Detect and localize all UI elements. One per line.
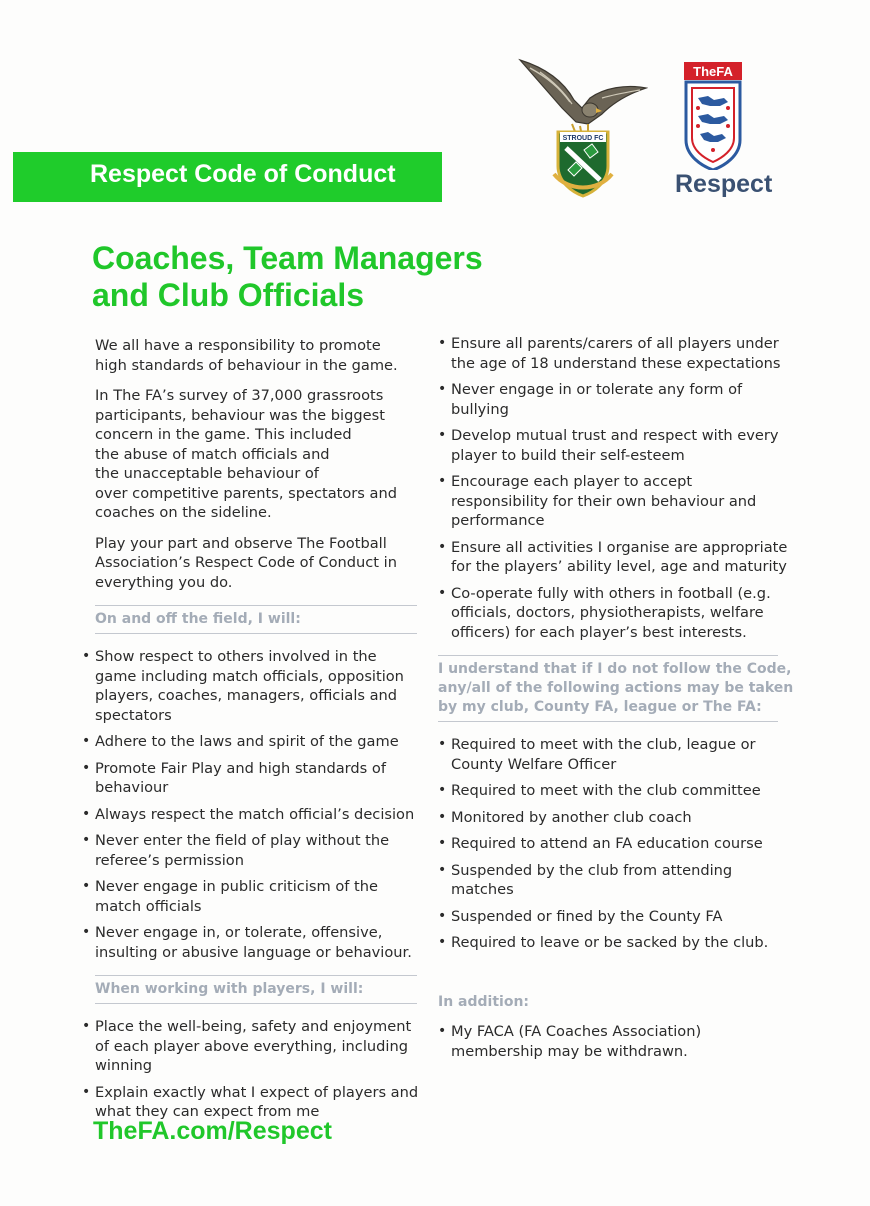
text-line: Never engage in public criticism of the — [95, 878, 379, 895]
text-line: Never engage in or tolerate any form of — [451, 381, 743, 398]
intro-paragraph — [95, 336, 425, 375]
list-item — [82, 805, 425, 825]
list-item — [82, 877, 425, 916]
bullet-icon: • — [438, 427, 447, 443]
intro-paragraph — [95, 534, 425, 593]
list-item — [438, 334, 790, 373]
text-line: officers) for each player’s best interests. — [451, 623, 747, 641]
text-line: responsibility for their own behaviour and — [451, 492, 757, 510]
list-item — [438, 781, 790, 801]
text-line: spectators — [95, 706, 172, 724]
bullet-icon: • — [82, 733, 91, 749]
bullet-icon: • — [438, 835, 447, 851]
text-line: officials, doctors, physiotherapists, welfare — [451, 604, 764, 621]
text-line: over competitive parents, spectators and — [95, 484, 398, 502]
text-line: County Welfare Officer — [451, 755, 617, 773]
text-line: Ensure all parents/carers of all players under — [451, 335, 779, 352]
bullet-icon: • — [438, 538, 447, 555]
bullet-icon: • — [438, 907, 447, 924]
text-line: bullying — [451, 400, 509, 418]
text-line: Play your part and observe The Football — [95, 534, 387, 552]
respect-logo-text: Respect — [675, 170, 773, 198]
actions-bullet-list — [438, 735, 790, 953]
section-heading-actions — [438, 655, 794, 722]
bullet-icon: • — [438, 335, 447, 351]
text-line: Show respect to others involved in the — [95, 648, 377, 665]
list-item — [438, 426, 790, 465]
bullet-icon: • — [82, 805, 91, 822]
svg-text:STROUD FC: STROUD FC — [562, 135, 604, 142]
bullet-icon: • — [438, 381, 447, 397]
text-line: Place the well-being, safety and enjoyment — [95, 1018, 412, 1035]
list-item — [82, 732, 425, 752]
list-item — [82, 759, 425, 798]
list-item — [438, 735, 790, 774]
bullet-icon: • — [438, 808, 447, 825]
bullet-icon: • — [438, 1023, 447, 1039]
footer-url: TheFA.com/Respect — [93, 1117, 332, 1145]
list-item — [438, 538, 790, 577]
section-heading-field — [95, 605, 417, 634]
list-item — [438, 1022, 790, 1061]
text-line: Ensure all activities I organise are appropriate — [451, 538, 788, 556]
text-line: Never enter the field of play without the — [95, 832, 390, 849]
text-line: of each player above everything, including — [95, 1037, 408, 1055]
list-item — [438, 861, 790, 900]
field-bullet-list — [82, 647, 425, 962]
text-line: players, coaches, managers, officials and — [95, 687, 398, 704]
text-line: Association’s Respect Code of Conduct in — [95, 554, 397, 571]
text-line: Suspended by the club from attending — [451, 861, 733, 879]
text-line: concern in the game. This included — [95, 426, 352, 443]
list-item — [82, 647, 425, 725]
section-heading-text: any/all of the following actions may be taken — [438, 680, 794, 696]
bullet-icon: • — [82, 648, 91, 664]
bullet-icon: • — [438, 782, 447, 798]
bullet-icon: • — [82, 924, 91, 940]
text-line: Required to meet with the club, league or — [451, 736, 756, 753]
intro-paragraph — [95, 386, 425, 523]
bullet-icon: • — [438, 584, 447, 601]
text-line: performance — [451, 512, 545, 529]
banner-text: Respect Code of Conduct — [90, 160, 396, 188]
section-heading-text: by my club, County FA, league or The FA: — [438, 699, 762, 715]
text-line: Develop mutual trust and respect with every — [451, 427, 779, 444]
banner — [13, 152, 442, 202]
bullet-icon: • — [82, 878, 91, 894]
title-line: and Club Officials — [92, 277, 365, 313]
bullet-icon: • — [82, 1083, 91, 1100]
list-item — [438, 380, 790, 419]
text-line: everything you do. — [95, 573, 233, 591]
section-heading-players — [95, 975, 417, 1004]
text-line: for the players’ ability level, age and maturity — [451, 558, 787, 575]
list-item — [82, 831, 425, 870]
text-line: the unacceptable behaviour of — [95, 465, 319, 482]
addition-bullet-list — [438, 1022, 790, 1061]
text-line: In The FA’s survey of 37,000 grassroots — [95, 387, 384, 404]
text-line: participants, behaviour was the biggest — [95, 406, 385, 424]
fa-badge-icon — [684, 62, 742, 170]
text-line: membership may be withdrawn. — [451, 1042, 688, 1060]
players-bullet-list — [82, 1017, 425, 1122]
text-line: the abuse of match officials and — [95, 445, 330, 463]
text-line: winning — [95, 1057, 153, 1074]
text-line: player to build their self-esteem — [451, 446, 685, 464]
list-item — [82, 923, 425, 962]
text-line: insulting or abusive language or behaviour. — [95, 943, 412, 961]
list-item — [438, 808, 790, 828]
text-line: Co-operate fully with others in football (e.g. — [451, 584, 771, 602]
text-line: Promote Fair Play and high standards of — [95, 759, 386, 777]
title-line: Coaches, Team Managers — [92, 240, 483, 276]
bullet-icon: • — [82, 832, 91, 848]
text-line: Required to meet with the club committee — [451, 782, 761, 799]
section-heading-text: When working with players, I will: — [95, 981, 364, 997]
text-line: We all have a responsibility to promote — [95, 337, 381, 354]
text-line: the age of 18 understand these expectations — [451, 354, 781, 372]
bullet-icon: • — [438, 934, 447, 950]
text-line: Suspended or fined by the County FA — [451, 907, 723, 925]
list-item — [438, 834, 790, 854]
addition-heading: In addition: — [438, 993, 530, 1010]
right-column — [438, 334, 794, 1068]
text-line: Required to attend an FA education course — [451, 835, 763, 852]
text-line: My FACA (FA Coaches Association) — [451, 1023, 702, 1040]
stroud-fc-crest-icon — [516, 58, 648, 198]
text-line: what they can expect from me — [95, 1103, 320, 1120]
text-line: Adhere to the laws and spirit of the game — [95, 733, 399, 750]
list-item — [438, 472, 790, 531]
text-line: Required to leave or be sacked by the club. — [451, 934, 769, 951]
bullet-icon: • — [438, 736, 447, 752]
text-line: Explain exactly what I expect of players and — [95, 1083, 419, 1101]
section-heading-text: On and off the field, I will: — [95, 611, 301, 627]
bullet-icon: • — [438, 861, 447, 878]
text-line: matches — [451, 881, 514, 898]
svg-text:TheFA: TheFA — [693, 64, 733, 79]
text-line: high standards of behaviour in the game. — [95, 356, 398, 374]
left-column — [82, 336, 425, 1129]
players-bullet-list-continued — [438, 334, 790, 642]
bullet-icon: • — [438, 473, 447, 489]
list-item — [438, 584, 790, 643]
bullet-icon: • — [82, 759, 91, 776]
list-item — [82, 1083, 425, 1122]
text-line: Encourage each player to accept — [451, 473, 693, 490]
bullet-icon: • — [82, 1018, 91, 1034]
list-item — [438, 933, 790, 953]
list-item — [82, 1017, 425, 1076]
page-title — [92, 240, 483, 314]
text-line: match officials — [95, 897, 202, 915]
list-item — [438, 907, 790, 927]
text-line: game including match officials, opposition — [95, 667, 404, 685]
text-line: referee’s permission — [95, 851, 244, 869]
text-line: Never engage in, or tolerate, offensive, — [95, 924, 383, 941]
text-line: behaviour — [95, 779, 169, 796]
section-heading-text: I understand that if I do not follow the Code, — [438, 661, 792, 677]
text-line: Always respect the match official’s decision — [95, 805, 415, 823]
text-line: coaches on the sideline. — [95, 504, 272, 521]
text-line: Monitored by another club coach — [451, 808, 692, 826]
